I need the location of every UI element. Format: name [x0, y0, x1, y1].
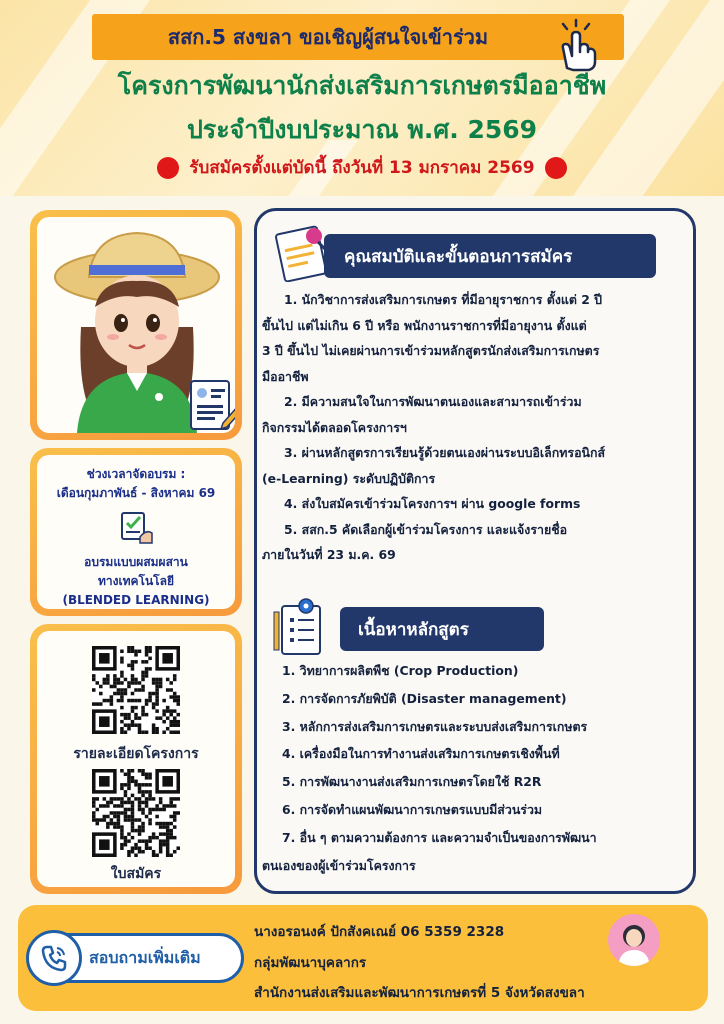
curriculum-heading: เนื้อหาหลักสูตร [340, 607, 544, 651]
application-form-qr-code[interactable] [92, 769, 180, 857]
curriculum-item-7-line2: ตนเองของผู้เข้าร่วมโครงการ [262, 858, 416, 873]
project-details-qr-code[interactable] [92, 646, 180, 734]
contact-name-phone: นางอรอนงค์ ปักสังคเณย์ 06 5359 2328 [254, 924, 505, 940]
fiscal-year-title: ประจำปีงบประมาณ พ.ศ. 2569 [186, 115, 538, 144]
application-form-label: ใบสมัคร [110, 866, 162, 882]
qualification-4-line1: 4. ส่งใบสมัครเข้าร่วมโครงการฯ ผ่าน google forms [284, 496, 581, 511]
invitation-text: สสก.5 สงขลา ขอเชิญผู้สนใจเข้าร่วม [167, 25, 489, 49]
qualification-1-line1: 1. นักวิชาการส่งเสริมการเกษตร ที่มีอายุราชการ ตั้งแต่ 2 ปี [284, 292, 603, 307]
checklist-gear-icon [272, 598, 334, 656]
training-mode-line3: (BLENDED LEARNING) [62, 593, 210, 607]
qualification-3-line2: (e-Learning) ระดับปฏิบัติการ [262, 470, 436, 486]
contact-more-info-label: สอบถามเพิ่มเติม [89, 947, 201, 967]
qualification-2-line1: 2. มีความสนใจในการพัฒนาตนเองและสามารถเข้าร่วม [284, 394, 582, 409]
qr-code-panel [30, 624, 242, 894]
registration-deadline: รับสมัครตั้งแต่บัดนี้ ถึงวันที่ 13 มกราคม 2569 [189, 158, 535, 178]
training-mode-line2: ทางเทคโนโลยี [97, 574, 175, 588]
registration-line [0, 154, 724, 181]
qualification-5-line1: 5. สสก.5 คัดเลือกผู้เข้าร่วมโครงการ และแจ้งรายชื่อ [284, 521, 568, 537]
training-period-value: เดือนกุมภาพันธ์ - สิงหาคม 69 [56, 486, 216, 500]
training-mode-line1: อบรมแบบผสมผสาน [84, 555, 188, 569]
online-learning-icon [116, 507, 156, 545]
qualifications-text [262, 287, 688, 568]
qualification-1-line3: 3 ปี ขึ้นไป ไม่เคยผ่านการเข้าร่วมหลักสูตรนักส่งเสริมการเกษตร [262, 343, 600, 358]
resume-document-icon [187, 377, 235, 433]
red-dot-icon [157, 157, 179, 179]
curriculum-item: 2. การจัดการภัยพิบัติ (Disaster management) [282, 691, 567, 706]
pointing-hand-icon [545, 18, 609, 72]
curriculum-item: 4. เครื่องมือในการทำงานส่งเสริมการเกษตรเชิงพื้นที่ [282, 746, 560, 761]
qualifications-heading: คุณสมบัติและขั้นตอนการสมัคร [324, 234, 656, 278]
curriculum-item: 1. วิทยาการผลิตพืช (Crop Production) [282, 663, 519, 678]
qualification-1-line4: มืออาชีพ [262, 368, 309, 384]
mascot-panel [30, 210, 242, 440]
curriculum-item: 3. หลักการส่งเสริมการเกษตรและระบบส่งเสริมการเกษตร [282, 719, 588, 734]
qualification-3-line1: 3. ผ่านหลักสูตรการเรียนรู้ด้วยตนเองผ่านระบบอิเล็กทรอนิกส์ [284, 445, 606, 460]
qualification-2-line2: กิจกรรมได้ตลอดโครงการฯ [262, 419, 407, 435]
qualification-5-line2: ภายในวันที่ 23 ม.ค. 69 [262, 547, 396, 562]
contact-person-avatar [608, 914, 660, 966]
training-period-panel [30, 448, 242, 616]
contact-office: สำนักงานส่งเสริมและพัฒนาการเกษตรที่ 5 จังหวัดสงขลา [254, 985, 585, 1001]
curriculum-item: 7. อื่น ๆ ตามความต้องการ และความจำเป็นของการพัฒนา [282, 830, 597, 845]
contact-department: กลุ่มพัฒนาบุคลากร [254, 955, 367, 971]
curriculum-item: 5. การพัฒนางานส่งเสริมการเกษตรโดยใช้ R2R [282, 774, 542, 789]
project-details-label: รายละเอียดโครงการ [73, 746, 199, 762]
qualification-1-line2: ขึ้นไป แต่ไม่เกิน 6 ปี หรือ พนักงานราชการที่มีอายุงาน ตั้งแต่ [262, 317, 587, 333]
curriculum-item: 6. การจัดทำแผนพัฒนาการเกษตรแบบมีส่วนร่วม [282, 802, 543, 817]
phone-icon [26, 930, 82, 986]
project-title: โครงการพัฒนานักส่งเสริมการเกษตรมืออาชีพ [117, 71, 607, 100]
training-period-label: ช่วงเวลาจัดอบรม : [86, 467, 186, 481]
red-dot-icon [545, 157, 567, 179]
